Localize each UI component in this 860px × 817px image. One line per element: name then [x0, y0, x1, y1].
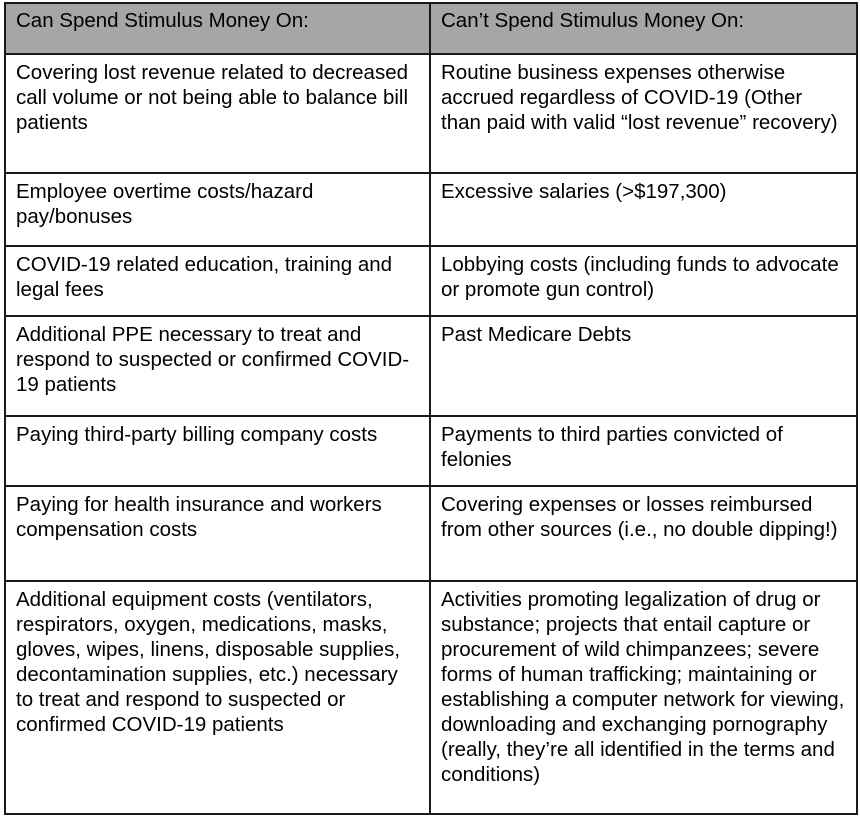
cant-spend-cell: Lobbying costs (including funds to advocate or promote gun control) [430, 246, 857, 316]
can-spend-cell: Additional PPE necessary to treat and respond to suspected or confirmed COVID-19 patients [5, 316, 430, 416]
header-can-spend: Can Spend Stimulus Money On: [5, 3, 430, 54]
header-cant-spend: Can’t Spend Stimulus Money On: [430, 3, 857, 54]
cant-spend-cell: Payments to third parties convicted of felonies [430, 416, 857, 486]
table-row [5, 486, 857, 581]
can-spend-cell: Employee overtime costs/hazard pay/bonuses [5, 173, 430, 246]
table-row [5, 316, 857, 416]
cant-spend-cell: Excessive salaries (>$197,300) [430, 173, 857, 246]
can-spend-cell: Additional equipment costs (ventilators, respirators, oxygen, medications, masks, gloves, wipes, linens, disposable supplies, decontamination supplies, etc.) necessary to treat and respond to suspected or confirmed COVID-19 patients [5, 581, 430, 814]
cant-spend-cell: Activities promoting legalization of drug or substance; projects that entail capture or procurement of wild chimpanzees; severe forms of human trafficking; maintaining or establishing a computer network for viewing, downloading and exchanging pornography (really, they’re all identified in the terms and conditions) [430, 581, 857, 814]
can-spend-cell: Paying for health insurance and workers compensation costs [5, 486, 430, 581]
table-row [5, 246, 857, 316]
cant-spend-cell: Routine business expenses otherwise accrued regardless of COVID-19 (Other than paid with valid “lost revenue” recovery) [430, 54, 857, 173]
table-row [5, 54, 857, 173]
can-spend-cell: Covering lost revenue related to decreased call volume or not being able to balance bill patients [5, 54, 430, 173]
table-row [5, 581, 857, 814]
cant-spend-cell: Past Medicare Debts [430, 316, 857, 416]
table-row [5, 416, 857, 486]
cant-spend-cell: Covering expenses or losses reimbursed from other sources (i.e., no double dipping!) [430, 486, 857, 581]
table-row [5, 173, 857, 246]
table-header-row [5, 3, 857, 54]
can-spend-cell: Paying third-party billing company costs [5, 416, 430, 486]
stimulus-spending-table [4, 2, 858, 815]
can-spend-cell: COVID-19 related education, training and legal fees [5, 246, 430, 316]
